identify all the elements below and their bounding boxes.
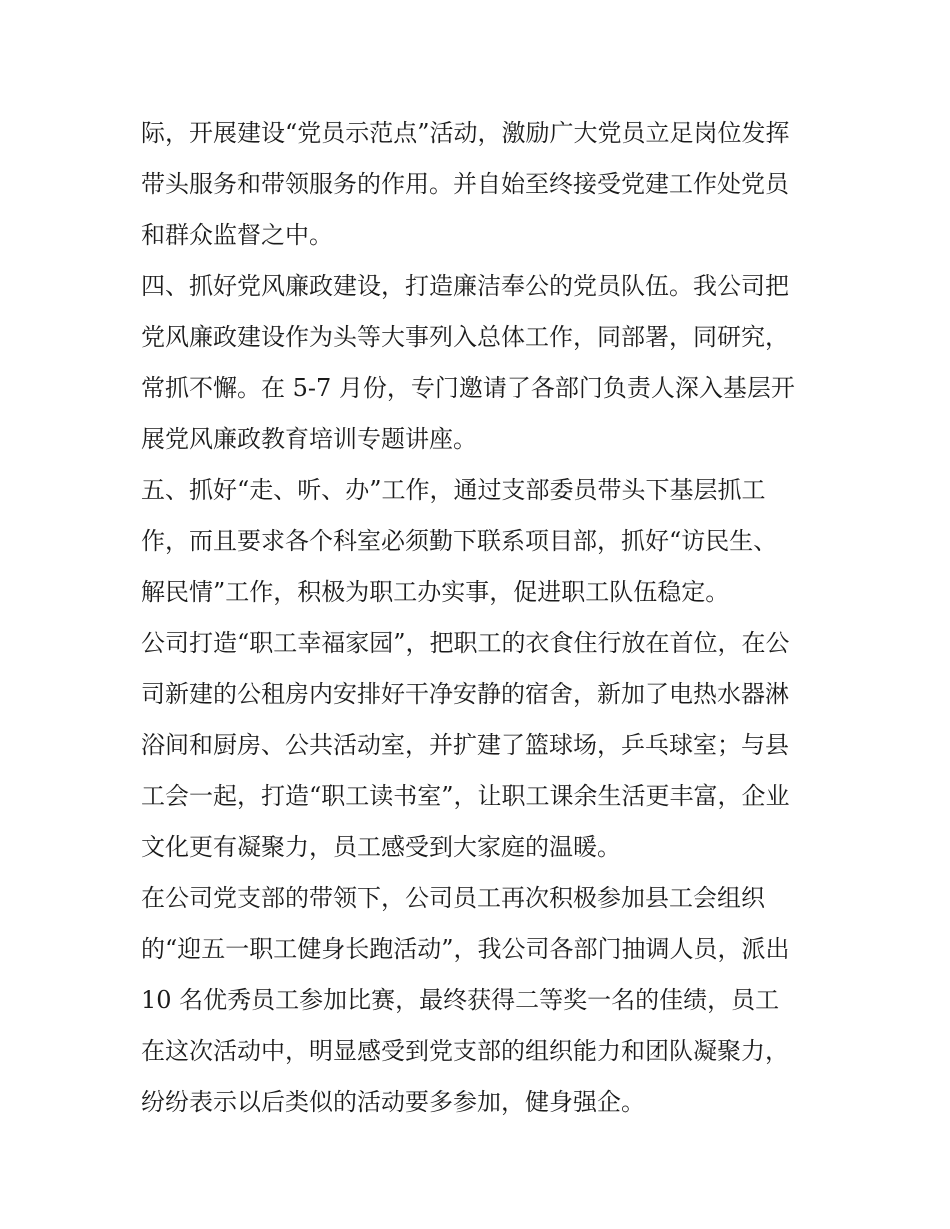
text-line: 五、抓好“走、听、办”工作，通过支部委员带头下基层抓工 (141, 476, 766, 504)
text-line: 公司打造“职工幸福家园”，把职工的衣食住行放在首位，在公 (141, 629, 790, 657)
text-line: 党风廉政建设作为头等大事列入总体工作，同部署，同研究， (141, 323, 789, 351)
document-body (141, 108, 821, 1128)
text-line: 解民情”工作，积极为职工办实事，促进职工队伍稳定。 (141, 578, 730, 606)
text-line: 和群众监督之中。 (141, 221, 333, 249)
text-line: 工会一起，打造“职工读书室”，让职工课余生活更丰富，企业 (141, 782, 790, 810)
text-line: 司新建的公租房内安排好干净安静的宿舍，新加了电热水器淋 (141, 680, 789, 708)
text-line: 在这次活动中，明显感受到党支部的组织能力和团队凝聚力， (141, 1037, 789, 1065)
text-line: 四、抓好党风廉政建设，打造廉洁奉公的党员队伍。我公司把 (141, 272, 789, 300)
text-line: 在公司党支部的带领下，公司员工再次积极参加县工会组织 (141, 884, 765, 912)
text-line: 际，开展建设“党员示范点”活动，激励广大党员立足岗位发挥 (141, 119, 790, 147)
text-line: 作，而且要求各个科室必须勤下联系项目部，抓好“访民生、 (141, 527, 778, 555)
text-line: 常抓不懈。在 5-7 月份，专门邀请了各部门负责人深入基层开 (141, 374, 795, 402)
text-line: 展党风廉政教育培训专题讲座。 (141, 425, 477, 453)
text-line: 的“迎五一职工健身长跑活动”，我公司各部门抽调人员，派出 (141, 935, 790, 963)
text-line: 10 名优秀员工参加比赛，最终获得二等奖一名的佳绩，员工 (141, 986, 780, 1014)
text-line: 文化更有凝聚力，员工感受到大家庭的温暖。 (141, 833, 621, 861)
text-line: 浴间和厨房、公共活动室，并扩建了篮球场，乒乓球室；与县 (141, 731, 789, 759)
text-line: 纷纷表示以后类似的活动要多参加，健身强企。 (141, 1088, 645, 1116)
text-line: 带头服务和带领服务的作用。并自始至终接受党建工作处党员 (141, 170, 789, 198)
